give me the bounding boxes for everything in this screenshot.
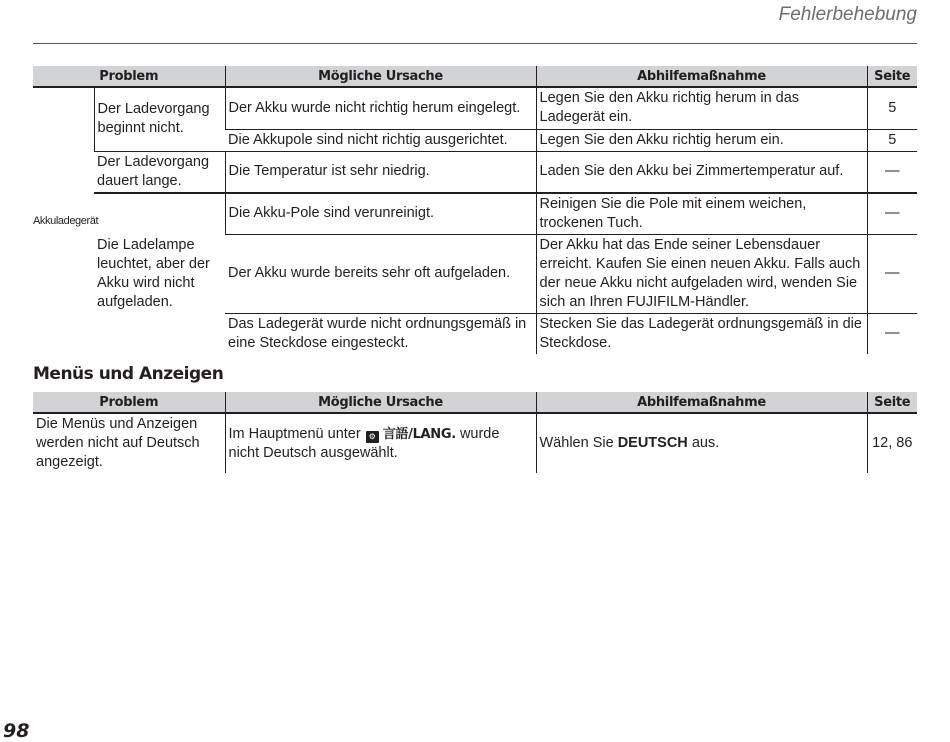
problem-cell: Der Ladevorgang beginnt nicht. <box>94 87 225 151</box>
remedy-cell: Stecken Sie das Ladegerät ordnungsgemäß in die Steckdose. <box>536 313 867 354</box>
problem-cell: Die Ladelampe leuchtet, aber der Akku wird nicht aufgeladen. <box>94 193 225 355</box>
remedy-cell <box>536 413 867 473</box>
table-row <box>33 87 917 129</box>
table-header-row <box>33 392 917 413</box>
problem-cell: Die Menüs und Anzeigen werden nicht auf Deutsch angezeigt. <box>36 416 200 470</box>
header-problem: Problem <box>33 392 225 413</box>
cause-cell: Der Akku wurde bereits sehr oft aufgeladen. <box>225 234 536 313</box>
remedy-cell: Legen Sie den Akku richtig herum ein. <box>536 129 867 151</box>
table-row <box>33 413 917 473</box>
remedy-option: DEUTSCH <box>617 435 688 451</box>
header-remedy: Abhilfemaßnahme <box>536 392 867 413</box>
cause-cell: Das Ladegerät wurde nicht ordnungsgemäß in eine Steckdose eingesteckt. <box>225 313 536 354</box>
header-rule <box>33 43 917 44</box>
page-cell: — <box>867 234 917 313</box>
table-row <box>33 193 917 235</box>
category-cell: Akkuladegerät <box>33 214 99 227</box>
remedy-cell: Legen Sie den Akku richtig herum in das Ladegerät ein. <box>536 87 867 129</box>
page-cell: 12, 86 <box>867 413 917 473</box>
page-cell: 5 <box>867 87 917 129</box>
page-cell: — <box>867 151 917 193</box>
page-cell: — <box>867 193 917 235</box>
problem-cell: Der Ladevorgang dauert lange. <box>94 151 225 193</box>
header-remedy: Abhilfemaßnahme <box>536 66 867 87</box>
remedy-cell: Reinigen Sie die Pole mit einem weichen, trockenen Tuch. <box>536 193 867 235</box>
remedy-text-post: aus. <box>691 435 720 451</box>
header-page: Seite <box>867 66 917 87</box>
cause-cell: Die Akku-Pole sind verunreinigt. <box>225 193 536 235</box>
setup-menu-icon: ⚙ <box>366 431 379 443</box>
cause-cell <box>225 413 536 473</box>
section-title: Menüs und Anzeigen <box>33 364 224 384</box>
cause-text-pre: Im Hauptmenü unter <box>228 425 361 442</box>
cause-cell: Die Akkupole sind nicht richtig ausgerichtet. <box>225 129 536 151</box>
header-page: Seite <box>867 392 917 413</box>
running-title: Fehlerbehebung <box>778 4 917 25</box>
menu-name: 言語/LANG. <box>382 426 456 442</box>
remedy-cell: Laden Sie den Akku bei Zimmertemperatur auf. <box>536 151 867 193</box>
page-cell: — <box>867 313 917 354</box>
remedy-cell: Der Akku hat das Ende seiner Lebensdauer erreicht. Kaufen Sie einen neuen Akku. Falls auch der neue Akku nicht aufgeladen wird, wenden Sie sich an Ihren FUJIFILM-Händler. <box>536 234 867 313</box>
header-problem: Problem <box>33 66 225 87</box>
battery-charger-table <box>33 66 917 354</box>
header-cause: Mögliche Ursache <box>225 392 536 413</box>
menus-display-table <box>33 392 917 473</box>
table-header-row <box>33 66 917 87</box>
page-number: 98 <box>3 720 30 742</box>
remedy-text-pre: Wählen Sie <box>539 435 614 451</box>
table-row <box>33 151 917 193</box>
cause-cell: Die Temperatur ist sehr niedrig. <box>225 151 536 193</box>
page-cell: 5 <box>867 129 917 151</box>
cause-cell: Der Akku wurde nicht richtig herum eingelegt. <box>225 87 536 129</box>
cause-text-post: wurde nicht Deutsch ausgewählt. <box>228 425 500 461</box>
header-cause: Mögliche Ursache <box>225 66 536 87</box>
